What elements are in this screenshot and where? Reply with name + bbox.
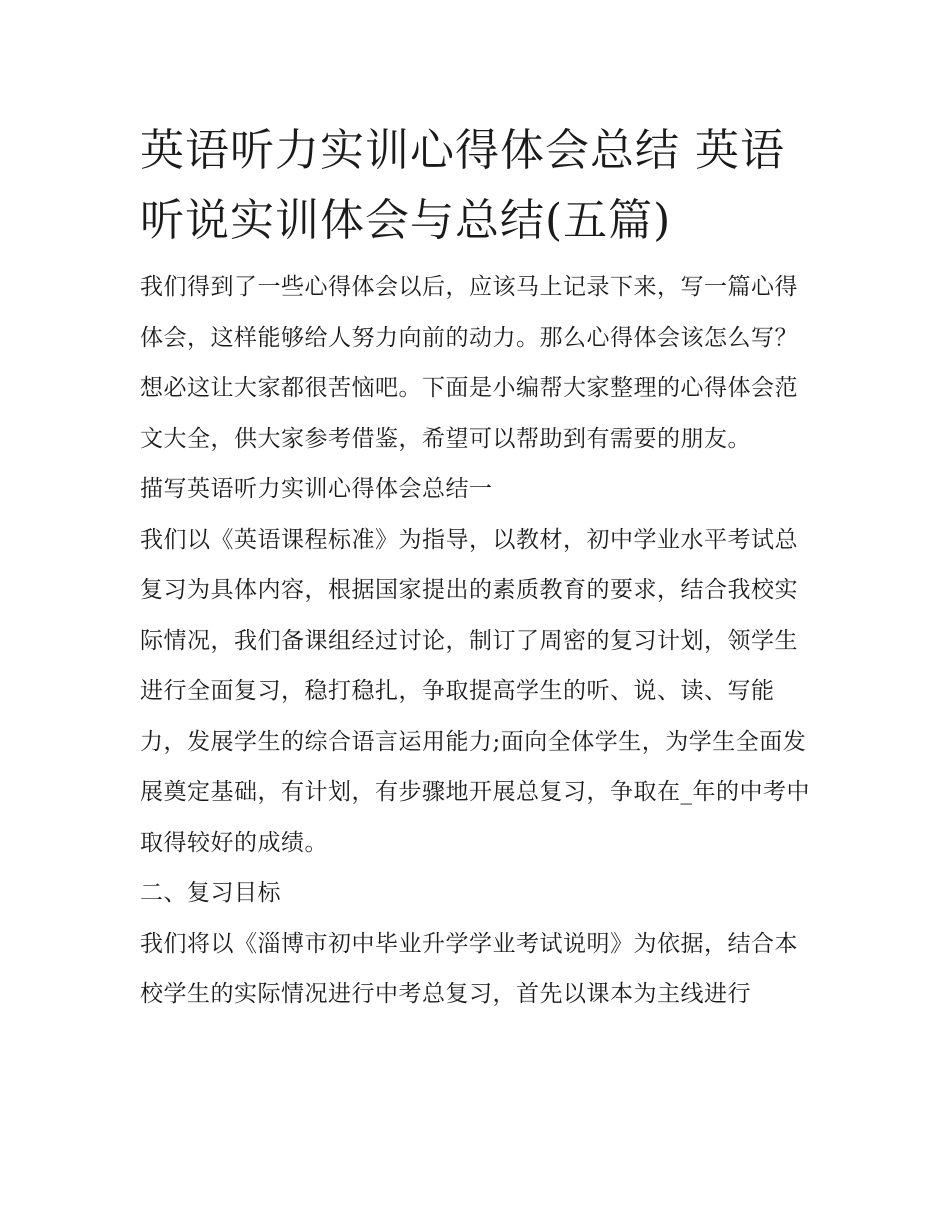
intro-paragraph: 我们得到了一些心得体会以后，应该马上记录下来，写一篇心得体会，这样能够给人努力向前的动力。那么心得体会该怎么写？想必这让大家都很苦恼吧。下面是小编帮大家整理的心得体会范文大全，供大家参考借鉴，希望可以帮助到有需要的朋友。 <box>140 274 798 452</box>
document-title: 英语听力实训心得体会总结 英语听说实训体会与总结(五篇) <box>140 125 785 246</box>
section-heading-one: 描写英语听力实训心得体会总结一 <box>140 476 493 502</box>
body-paragraph: 我们以《英语课程标准》为指导，以教材，初中学业水平考试总复习为具体内容，根据国家提出的素质教育的要求，结合我校实际情况，我们备课组经过讨论，制订了周密的复习计划，领学生进行全面复习，稳打稳扎，争取提高学生的听、说、读、写能力，发展学生的综合语言运用能力;面向全体学生，为学生全面发展奠定基础，有计划，有步骤地开展总复习，争取在_年的中考中取得较好的成绩。 <box>140 526 810 856</box>
section-heading-review-goals: 二、复习目标 <box>140 880 281 906</box>
document-body <box>140 116 815 1020</box>
body-paragraph-continued: 我们将以《淄博市初中毕业升学学业考试说明》为依据，结合本校学生的实际情况进行中考总复习，首先以课本为主线进行 <box>140 930 798 1007</box>
